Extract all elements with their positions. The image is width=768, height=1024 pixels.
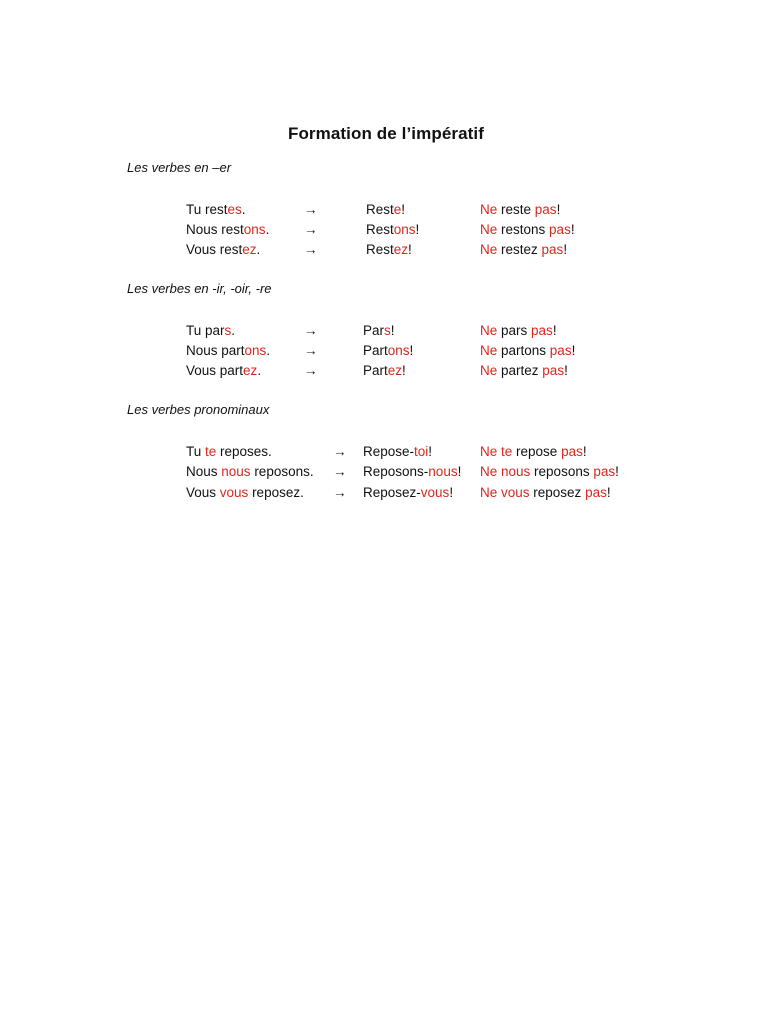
arrow-icon: → — [333, 444, 347, 459]
highlighted-segment: Ne vous — [480, 485, 530, 500]
subject-form — [186, 462, 314, 482]
text-segment: Rest — [366, 242, 394, 257]
text-segment: Vous — [186, 485, 220, 500]
text-segment: ! — [402, 363, 406, 378]
highlighted-segment: e — [393, 202, 402, 217]
section-heading-ir-oir-re: Les verbes en -ir, -oir, -re — [127, 281, 272, 296]
text-segment: ! — [582, 444, 587, 459]
conjugation-row — [0, 361, 768, 381]
text-segment: ! — [408, 242, 412, 257]
arrow-icon: → — [304, 343, 318, 358]
highlighted-segment: ons — [387, 343, 410, 358]
subject-form — [186, 220, 269, 240]
conjugation-row — [0, 483, 768, 503]
highlighted-segment: pas — [561, 444, 583, 459]
text-segment: Nous — [186, 464, 222, 479]
highlighted-segment: nous — [221, 464, 251, 479]
highlighted-segment: pas — [549, 343, 572, 358]
highlighted-segment: pas — [549, 222, 571, 237]
text-segment: Reposez- — [363, 485, 421, 500]
text-segment: ! — [563, 242, 568, 257]
conjugation-row — [0, 321, 768, 341]
text-segment: . — [231, 323, 236, 338]
text-segment: Repose- — [363, 444, 415, 459]
imperative-form — [366, 240, 412, 260]
imperative-form — [363, 483, 453, 503]
text-segment: pars — [497, 323, 532, 338]
conjugation-row — [0, 200, 768, 220]
highlighted-segment: ez — [242, 242, 257, 257]
negative-form — [480, 341, 575, 361]
imperative-form — [363, 462, 461, 482]
negative-form — [480, 240, 567, 260]
text-segment: Vous rest — [186, 242, 243, 257]
conjugation-row — [0, 462, 768, 482]
text-segment: reposons. — [250, 464, 314, 479]
text-segment: Par — [363, 323, 385, 338]
arrow-icon: → — [333, 485, 347, 500]
text-segment: restons — [497, 222, 550, 237]
text-segment: Rest — [366, 222, 394, 237]
highlighted-segment: ez — [387, 363, 403, 378]
text-segment: Reposons- — [363, 464, 429, 479]
text-segment: reposons — [530, 464, 594, 479]
highlighted-segment: Ne te — [480, 444, 513, 459]
imperative-form — [363, 442, 432, 462]
section-heading-er: Les verbes en –er — [127, 160, 232, 175]
section-heading-pronominaux: Les verbes pronominaux — [127, 402, 270, 417]
conjugation-row — [0, 341, 768, 361]
imperative-form — [363, 341, 413, 361]
highlighted-segment: Ne — [480, 242, 498, 257]
text-segment: . — [256, 242, 261, 257]
text-segment: partez — [497, 363, 543, 378]
arrow-icon: → — [304, 202, 318, 217]
arrow-icon: → — [304, 242, 318, 257]
negative-form — [480, 321, 557, 341]
text-segment: ! — [570, 222, 575, 237]
highlighted-segment: te — [205, 444, 217, 459]
imperative-form — [366, 220, 419, 240]
negative-form — [480, 462, 619, 482]
text-segment: reposez — [529, 485, 586, 500]
text-segment: . — [265, 222, 270, 237]
text-segment: Nous rest — [186, 222, 244, 237]
conjugation-row — [0, 220, 768, 240]
text-segment: ! — [556, 202, 561, 217]
text-segment: repose — [512, 444, 562, 459]
text-segment: ! — [606, 485, 611, 500]
text-segment: ! — [615, 464, 619, 479]
highlighted-segment: Ne — [480, 343, 498, 358]
subject-form — [186, 240, 260, 260]
highlighted-segment: vous — [420, 485, 450, 500]
negative-form — [480, 200, 560, 220]
highlighted-segment: ons — [393, 222, 416, 237]
highlighted-segment: s — [384, 323, 391, 338]
text-segment: Nous part — [186, 343, 245, 358]
highlighted-segment: pas — [585, 485, 607, 500]
highlighted-segment: ons — [243, 222, 266, 237]
highlighted-segment: vous — [219, 485, 249, 500]
imperative-form — [363, 361, 406, 381]
highlighted-segment: Ne — [480, 202, 498, 217]
text-segment: Vous part — [186, 363, 244, 378]
text-segment: restez — [497, 242, 542, 257]
highlighted-segment: pas — [531, 323, 553, 338]
text-segment: Rest — [366, 202, 394, 217]
highlighted-segment: toi — [414, 444, 429, 459]
text-segment: . — [241, 202, 246, 217]
text-segment: ! — [457, 464, 462, 479]
subject-form — [186, 483, 304, 503]
highlighted-segment: s — [224, 323, 232, 338]
text-segment: Tu — [186, 444, 206, 459]
text-segment: . — [266, 343, 271, 358]
text-segment: ! — [552, 323, 557, 338]
highlighted-segment: nous — [428, 464, 458, 479]
imperative-form — [366, 200, 405, 220]
negative-form — [480, 361, 568, 381]
text-segment: Tu par — [186, 323, 225, 338]
highlighted-segment: pas — [534, 202, 557, 217]
text-segment: ! — [390, 323, 395, 338]
highlighted-segment: ons — [244, 343, 267, 358]
text-segment: reste — [497, 202, 535, 217]
text-segment: reposes. — [216, 444, 272, 459]
arrow-icon: → — [304, 323, 318, 338]
text-segment: Tu rest — [186, 202, 228, 217]
text-segment: ! — [449, 485, 454, 500]
text-segment: Part — [363, 343, 388, 358]
negative-form — [480, 483, 611, 503]
subject-form — [186, 200, 246, 220]
highlighted-segment: Ne nous — [480, 464, 531, 479]
highlighted-segment: Ne — [480, 222, 498, 237]
text-segment: reposez. — [248, 485, 304, 500]
negative-form — [480, 442, 587, 462]
subject-form — [186, 341, 270, 361]
text-segment: ! — [571, 343, 576, 358]
text-segment: Part — [363, 363, 388, 378]
highlighted-segment: es — [227, 202, 242, 217]
subject-form — [186, 361, 261, 381]
text-segment: ! — [564, 363, 568, 378]
highlighted-segment: pas — [541, 242, 564, 257]
arrow-icon: → — [333, 464, 347, 479]
negative-form — [480, 220, 575, 240]
highlighted-segment: pas — [542, 363, 565, 378]
text-segment: ! — [428, 444, 433, 459]
highlighted-segment: ez — [243, 363, 258, 378]
highlighted-segment: Ne — [480, 323, 498, 338]
text-segment: ! — [401, 202, 406, 217]
subject-form — [186, 321, 235, 341]
highlighted-segment: Ne — [480, 363, 498, 378]
text-segment: ! — [409, 343, 414, 358]
arrow-icon: → — [304, 363, 318, 378]
text-segment: ! — [415, 222, 420, 237]
text-segment: . — [257, 363, 262, 378]
subject-form — [186, 442, 272, 462]
highlighted-segment: pas — [593, 464, 616, 479]
arrow-icon: → — [304, 222, 318, 237]
document-title: Formation de l’impératif — [287, 124, 485, 143]
text-segment: partons — [497, 343, 550, 358]
conjugation-row — [0, 240, 768, 260]
imperative-form — [363, 321, 395, 341]
conjugation-row — [0, 442, 768, 462]
highlighted-segment: ez — [393, 242, 409, 257]
